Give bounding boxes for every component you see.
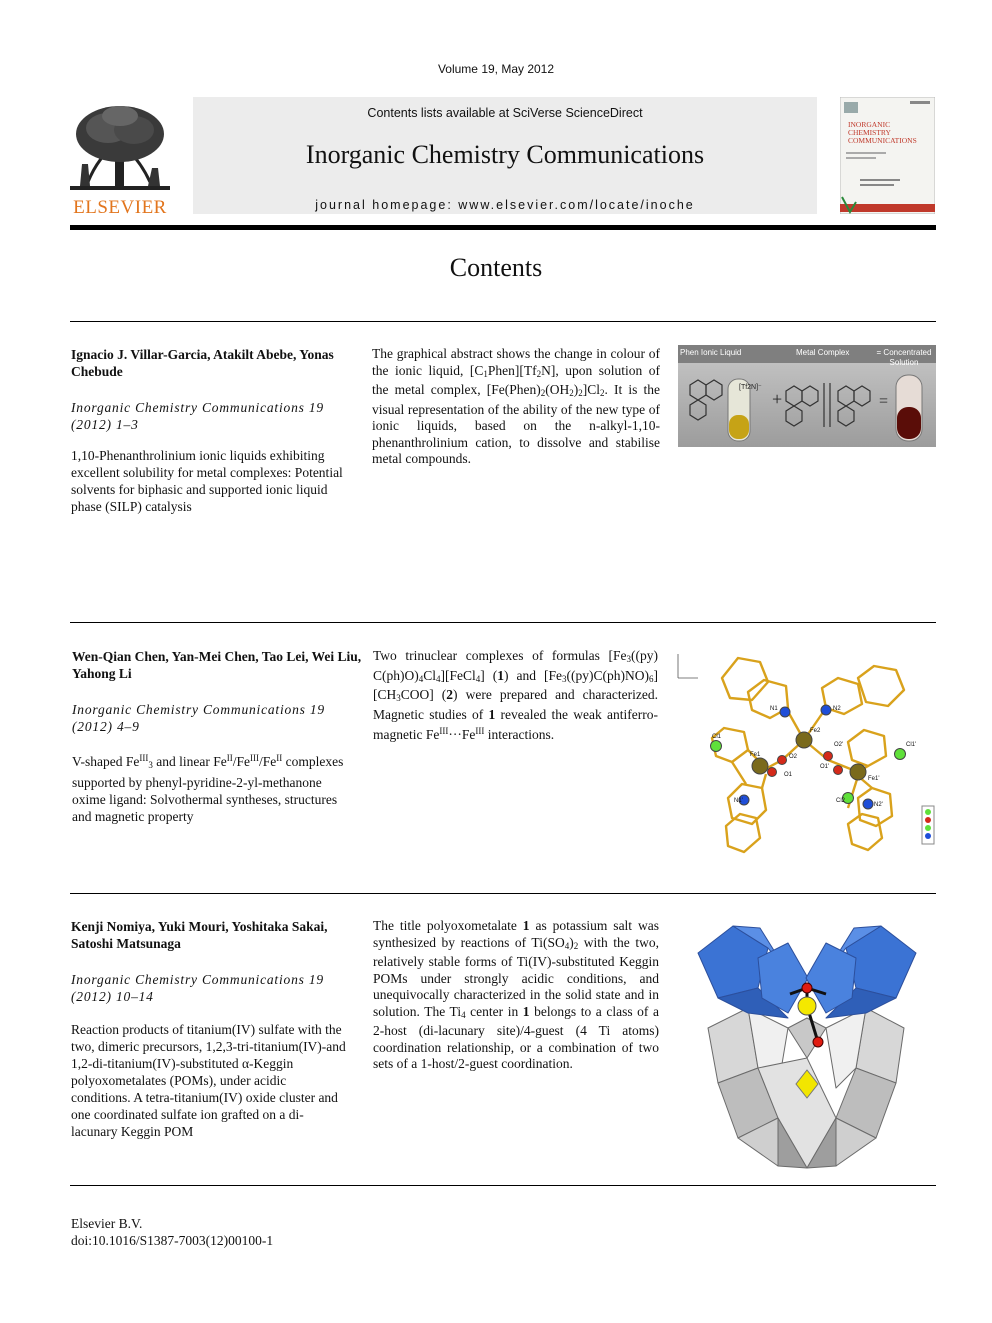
entry-authors: Ignacio J. Villar-Garcia, Atakilt Abebe, Yonas Chebude [71, 347, 334, 379]
journal-homepage[interactable]: journal homepage: www.elsevier.com/locate/inoche [315, 198, 695, 212]
figure-label-phen: Phen Ionic Liquid [680, 348, 742, 357]
divider [70, 893, 936, 894]
atom-label: Cl1' [906, 742, 917, 748]
figure-label-anion: [Tf2N]⁻ [739, 384, 762, 391]
atom-label: O2 [789, 754, 798, 760]
graphical-abstract-photo [678, 345, 936, 447]
cover-title: INORGANIC CHEMISTRY COMMUNICATIONS [848, 120, 917, 145]
atom-label: O1 [784, 772, 793, 778]
journal-title: Inorganic Chemistry Communications [305, 140, 705, 169]
journal-cover-thumbnail [840, 97, 935, 214]
entry-abstract: The title polyoxometalate 1 as potassium salt was synthesized by reactions of $Ti(SO_4)_2$ with the two, relatively stable forms of Ti(IV)-substituted Keggin POMs under strongly acidic conditions, and unequivocally characterized in the solid state and in solution. The $Ti_4$ center in 1 belongs to a class of a 2-host (di-lacunary site)/4-guest (4 Ti atoms) coordination relationship, or a combination of two sets of a 1-host/2-guest coordination. [373, 918, 660, 1071]
divider [70, 1185, 936, 1186]
atom-label: Cl2 [836, 798, 846, 804]
svg-text:+: + [772, 389, 783, 409]
entry-authors: Wen-Qian Chen, Yan-Mei Chen, Tao Lei, Wei Liu, Yahong Li [72, 649, 362, 681]
atom-label: N1 [770, 706, 778, 712]
page-title: Contents [449, 253, 543, 282]
svg-text:=: = [879, 393, 889, 410]
entry-authors: Kenji Nomiya, Yuki Mouri, Yoshitaka Sakai, Satoshi Matsunaga [71, 919, 328, 951]
entry-title[interactable]: V-shaped $Fe^{III}_3$ and linear $Fe^{II}/Fe^{III}/Fe^{II}$ complexes supported by phenyl-pyridine-2-yl-methanone oxime ligand: Solvothermal syntheses, structures and magnetic property [72, 753, 344, 824]
footer-publisher: Elsevier B.V. [71, 1216, 143, 1231]
atom-label: N1' [734, 798, 743, 804]
atom-label: O1' [820, 764, 830, 770]
entry-title[interactable]: 1,10-Phenanthrolinium ionic liquids exhibiting excellent solubility for metal complexes: Potential solvents for biphasic and supported ionic liquid phase (SILP) catalysis [71, 448, 343, 514]
figure-label-metal: Metal Complex [796, 348, 850, 357]
atom-label: N2 [833, 706, 841, 712]
atom-label: Cl1 [712, 734, 722, 740]
entry-abstract: The graphical abstract shows the change in colour of the ionic liquid, $[C_1Phen][Tf_2N]$, upon solution of the metal complex, $[Fe(Phen)_2(OH_2)_2]Cl_2$. It is the visual representation of the ability of the new type of ionic liquids, based on the n-alkyl-1,10-phenanthrolinium cation, to dissolve and stabilise metal compounds. [372, 346, 660, 466]
header-rule [70, 225, 936, 230]
atom-label: Fe1 [750, 752, 761, 758]
divider [70, 622, 936, 623]
atom-label: N2' [874, 802, 883, 808]
contents-available-line[interactable]: Contents lists available at SciVerse ScienceDirect [367, 106, 643, 120]
polyoxometalate-structure-figure [678, 918, 936, 1178]
divider [70, 321, 936, 322]
entry-abstract: Two trinuclear complexes of formulas [$Fe_3((py)$ $C(ph)O)_4Cl_4][FeCl_4]$ (1) and $[Fe_3((py)C(ph)NO)_6]$ $[CH_3COO]$ (2) were prepared and characterized. Magnetic studies of 1 revealed the weak antiferro-magnetic $Fe^{III}\cdot\cdot\cdot Fe^{III}$ interactions. [373, 648, 658, 742]
entry-citation[interactable]: Inorganic Chemistry Communications 19 (2012) 1–3 [71, 400, 324, 432]
footer-doi[interactable]: doi:10.1016/S1387-7003(12)00100-1 [71, 1233, 274, 1248]
volume-issue: Volume 19, May 2012 [437, 62, 555, 76]
figure-label-concentrated: = Concentrated Solution [876, 348, 932, 367]
crystal-structure-figure [672, 648, 936, 858]
entry-citation[interactable]: Inorganic Chemistry Communications 19 (2012) 4–9 [72, 702, 325, 734]
atom-label: Fe1' [868, 776, 880, 782]
entry-title[interactable]: Reaction products of titanium(IV) sulfate with the two, dimeric precursors, 1,2,3-tri-titanium(IV)-and 1,2-di-titanium(IV)-substituted α-Keggin polyoxometalates (POMs), under acidic conditions. A tetra-titanium(IV) oxide cluster and one coordinated sulfate ion grafted on a di-lacunary Keggin POM [71, 1022, 346, 1139]
atom-label: O2' [834, 742, 844, 748]
atom-label: Fe2 [810, 728, 821, 734]
entry-citation[interactable]: Inorganic Chemistry Communications 19 (2012) 10–14 [71, 972, 324, 1004]
elsevier-wordmark: ELSEVIER [73, 197, 167, 218]
